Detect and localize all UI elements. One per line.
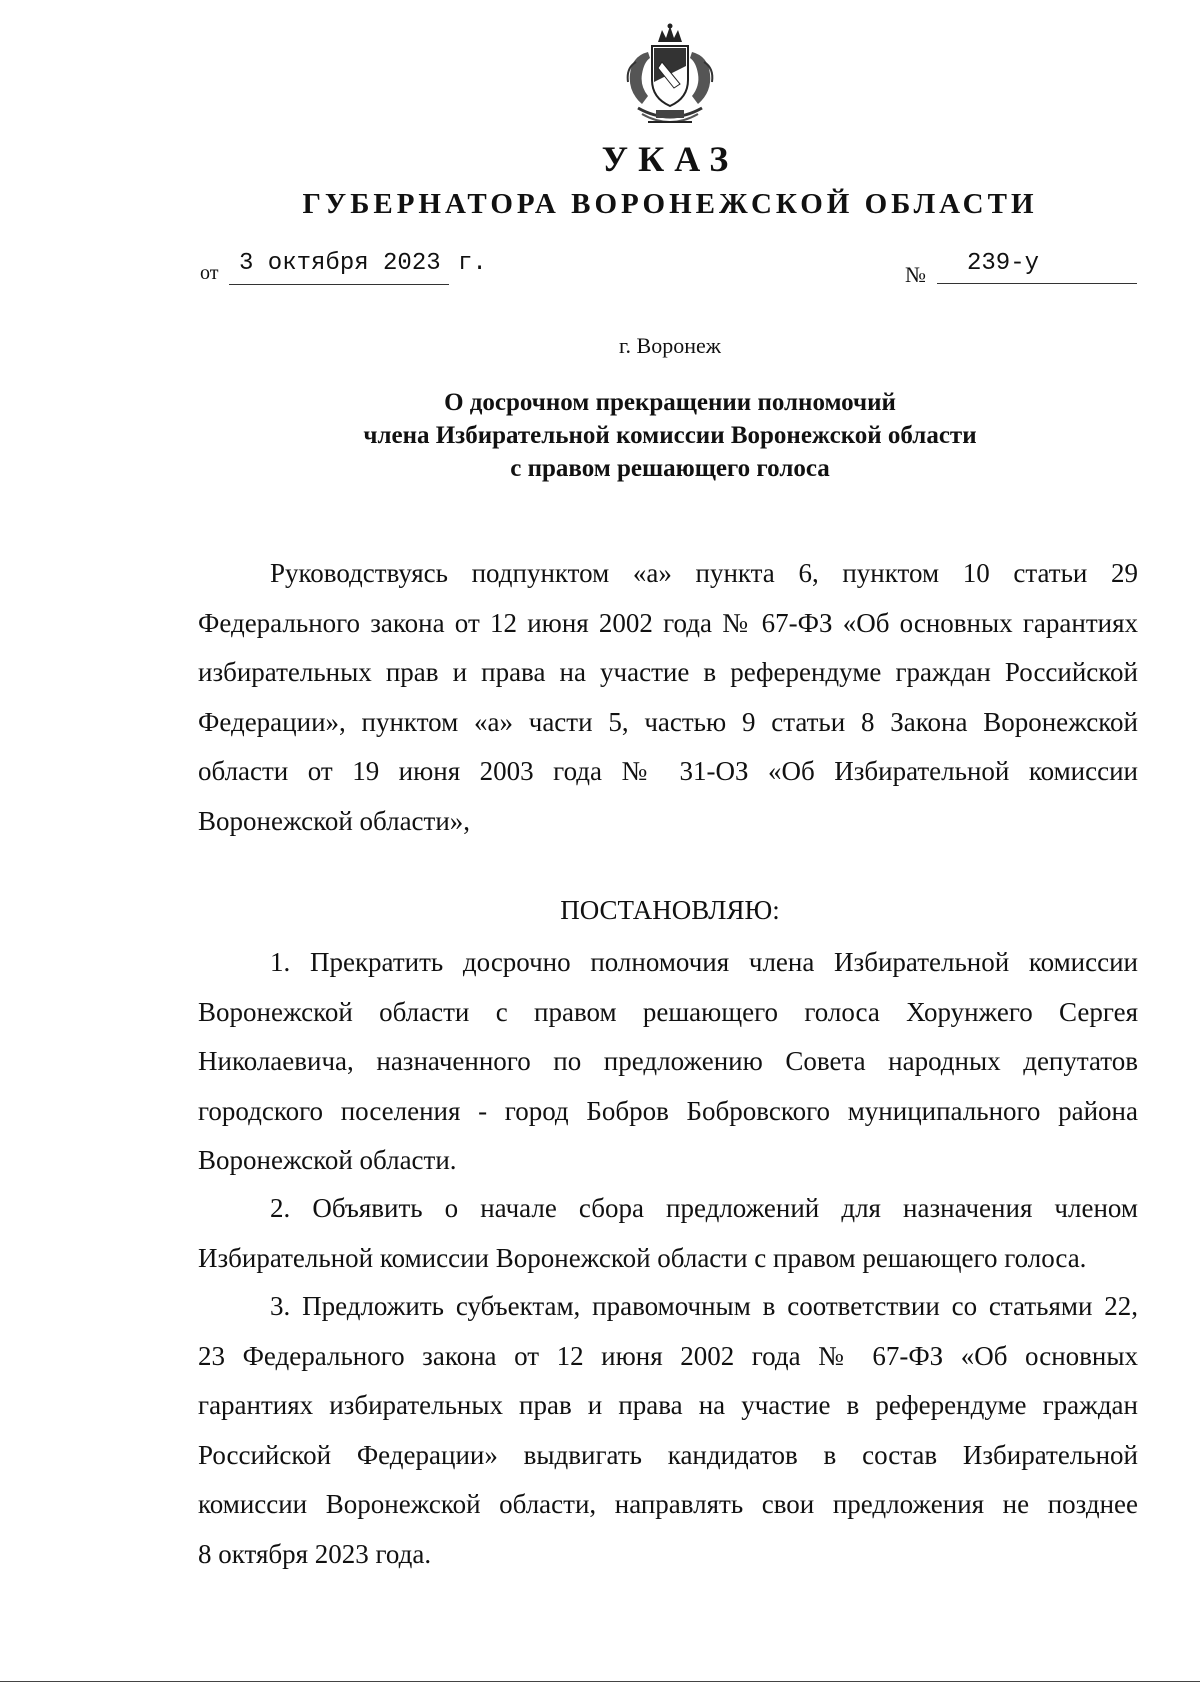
paragraph-line: Руководствуясь подпунктом «а» пункта 6, пунктом 10 статьи 29 bbox=[270, 558, 1138, 588]
paragraph-line: 2. Объявить о начале сбора предложений для назначения членом bbox=[270, 1193, 1138, 1223]
paragraph-line: области от 19 июня 2003 года № 31-ОЗ «Об Избирательной комиссии bbox=[198, 756, 1138, 786]
paragraph-line: 3. Предложить субъектам, правомочным в соответствии со статьями 22, bbox=[270, 1291, 1138, 1321]
paragraph-line: 1. Прекратить досрочно полномочия члена Избирательной комиссии bbox=[270, 947, 1138, 977]
paragraph-line: городского поселения - город Бобров Бобровского муниципального района bbox=[198, 1095, 1138, 1126]
decree-item-2 bbox=[198, 1184, 1138, 1283]
paragraph-line: Российской Федерации» выдвигать кандидатов в состав Избирательной bbox=[198, 1439, 1138, 1470]
page-bottom-divider bbox=[0, 1681, 1200, 1682]
paragraph-line: 8 октября 2023 года. bbox=[198, 1538, 432, 1569]
date-prefix: от bbox=[200, 262, 219, 284]
paragraph-line: гарантиях избирательных прав и права на участие в референдуме граждан bbox=[198, 1390, 1138, 1420]
paragraph-line: избирательных прав и права на участие в референдуме граждан Российской bbox=[198, 657, 1138, 687]
date-value: 3 октября 2023 bbox=[229, 250, 449, 285]
paragraph-line: Избирательной комиссии Воронежской области с правом решающего голоса. bbox=[198, 1242, 1087, 1273]
title-line: с правом решающего голоса bbox=[510, 455, 830, 482]
paragraph-line: Николаевича, назначенного по предложению Совета народных депутатов bbox=[198, 1046, 1138, 1076]
paragraph-line: Федерации», пунктом «а» части 5, частью 9 статьи 8 Закона Воронежской bbox=[198, 706, 1138, 737]
paragraph-line: 23 Федерального закона от 12 июня 2002 года № 67-ФЗ «Об основных bbox=[198, 1340, 1138, 1371]
issuer-heading: ГУБЕРНАТОРА ВОРОНЕЖСКОЙ ОБЛАСТИ bbox=[302, 188, 1038, 220]
paragraph-line: Воронежской области. bbox=[198, 1145, 457, 1175]
paragraph-line: Федерального закона от 12 июня 2002 года № 67-ФЗ «Об основных гарантиях bbox=[198, 607, 1138, 638]
decree-item-3 bbox=[198, 1282, 1138, 1579]
title-line: О досрочном прекращении полномочий bbox=[444, 389, 896, 416]
title-line: члена Избирательной комиссии Воронежской области bbox=[363, 422, 977, 449]
resolution-heading: ПОСТАНОВЛЯЮ: bbox=[560, 895, 780, 925]
document-title bbox=[0, 386, 1200, 485]
coat-of-arms-icon bbox=[618, 22, 722, 132]
paragraph-line: Воронежской области», bbox=[198, 805, 471, 836]
document-type-heading: УКАЗ bbox=[601, 139, 739, 179]
number-value: 239-у bbox=[937, 250, 1137, 284]
preamble-paragraph bbox=[198, 549, 1138, 846]
city-line: г. Воронеж bbox=[619, 333, 721, 358]
paragraph-line: комиссии Воронежской области, направлять свои предложения не позднее bbox=[198, 1489, 1138, 1519]
paragraph-line: Воронежской области с правом решающего голоса Хорунжего Сергея bbox=[198, 996, 1138, 1027]
date-suffix: г. bbox=[458, 250, 487, 277]
number-sign: № bbox=[905, 262, 926, 287]
decree-item-1 bbox=[198, 938, 1138, 1186]
